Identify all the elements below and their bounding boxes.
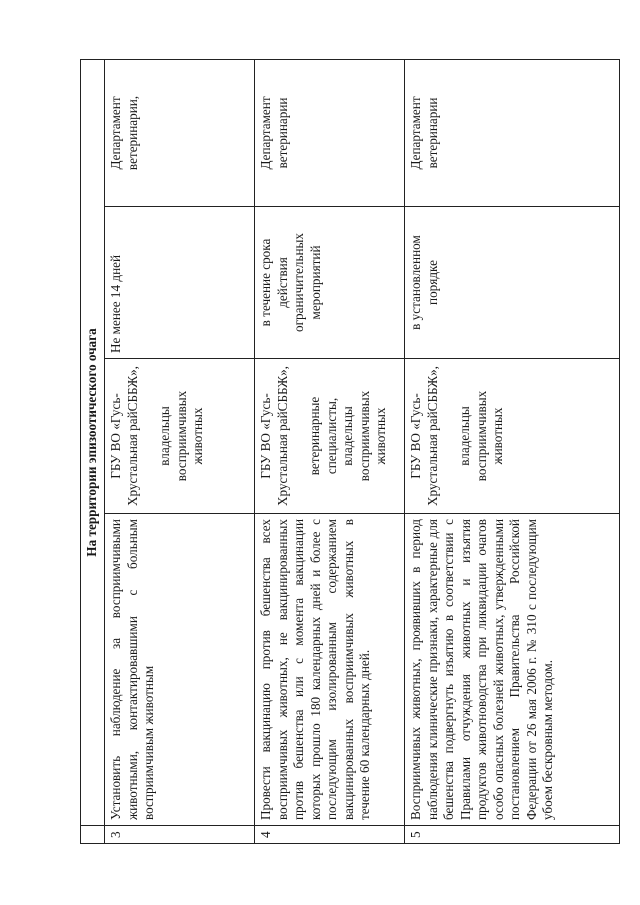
action-cell: Провести вакцинацию против бешенства всех восприимчивых животных, не вакцинированных против бешенства или с момента вакцинации которых прошло 180 календарных дней и более с последующим изолированным содержанием вакцинированных восприимчивых животных в течение 60 календарных дней. xyxy=(255,514,405,826)
table-row xyxy=(255,59,405,843)
spacer xyxy=(141,364,157,508)
action-cell: Установить наблюдение за восприимчивыми животными, контактировавшими с больным восприимчивым животным xyxy=(105,514,255,826)
spacer xyxy=(291,364,307,508)
executor-cell xyxy=(255,359,405,514)
term-cell: Не менее 14 дней xyxy=(105,207,255,359)
spacer xyxy=(441,364,457,508)
row-number: 4 xyxy=(255,826,405,844)
executor-line: ветеринарные специалисты, xyxy=(307,396,339,476)
executor-line: владельцы восприимчивых животных xyxy=(340,390,388,482)
executor-line: ГБУ ВО «Гусь-Хрустальная райСББЖ», xyxy=(108,366,140,506)
header-blank-cell xyxy=(81,826,105,844)
executor-cell xyxy=(405,359,620,514)
action-cell: Восприимчивых животных, проявивших в период наблюдения клинические признаки, характерные для бешенства подвергнуть изъятию в соответствии с Правилами отчуждения животных и изъятия продуктов животноводства при ликвидации очагов особо опасных болезней животных, утвержденными постановлением Правительства Российской Федерации от 26 мая 2006 г. № 310 с последующим убоем бескровным методом. xyxy=(405,514,620,826)
section-header-row xyxy=(81,59,105,843)
executor-cell xyxy=(105,359,255,514)
control-cell: Департамент ветеринарии xyxy=(405,59,620,206)
control-cell: Департамент ветеринарии xyxy=(255,59,405,206)
executor-line: владельцы восприимчивых животных xyxy=(457,390,505,482)
measures-table xyxy=(80,59,620,844)
table-row xyxy=(405,59,620,843)
term-cell: в установленном порядке xyxy=(405,207,620,359)
term-cell: в течение срока действия ограничительных мероприятий xyxy=(255,207,405,359)
rotated-table-container xyxy=(80,60,620,844)
executor-line: ГБУ ВО «Гусь-Хрустальная райСББЖ», xyxy=(408,366,440,506)
table-row xyxy=(105,59,255,843)
row-number: 5 xyxy=(405,826,620,844)
row-number: 3 xyxy=(105,826,255,844)
control-cell: Департамент ветеринарии, xyxy=(105,59,255,206)
executor-line: ГБУ ВО «Гусь-Хрустальная райСББЖ», xyxy=(258,366,290,506)
executor-line: владельцы восприимчивых животных xyxy=(157,390,205,482)
section-header: На территории эпизоотического очага xyxy=(81,59,105,825)
